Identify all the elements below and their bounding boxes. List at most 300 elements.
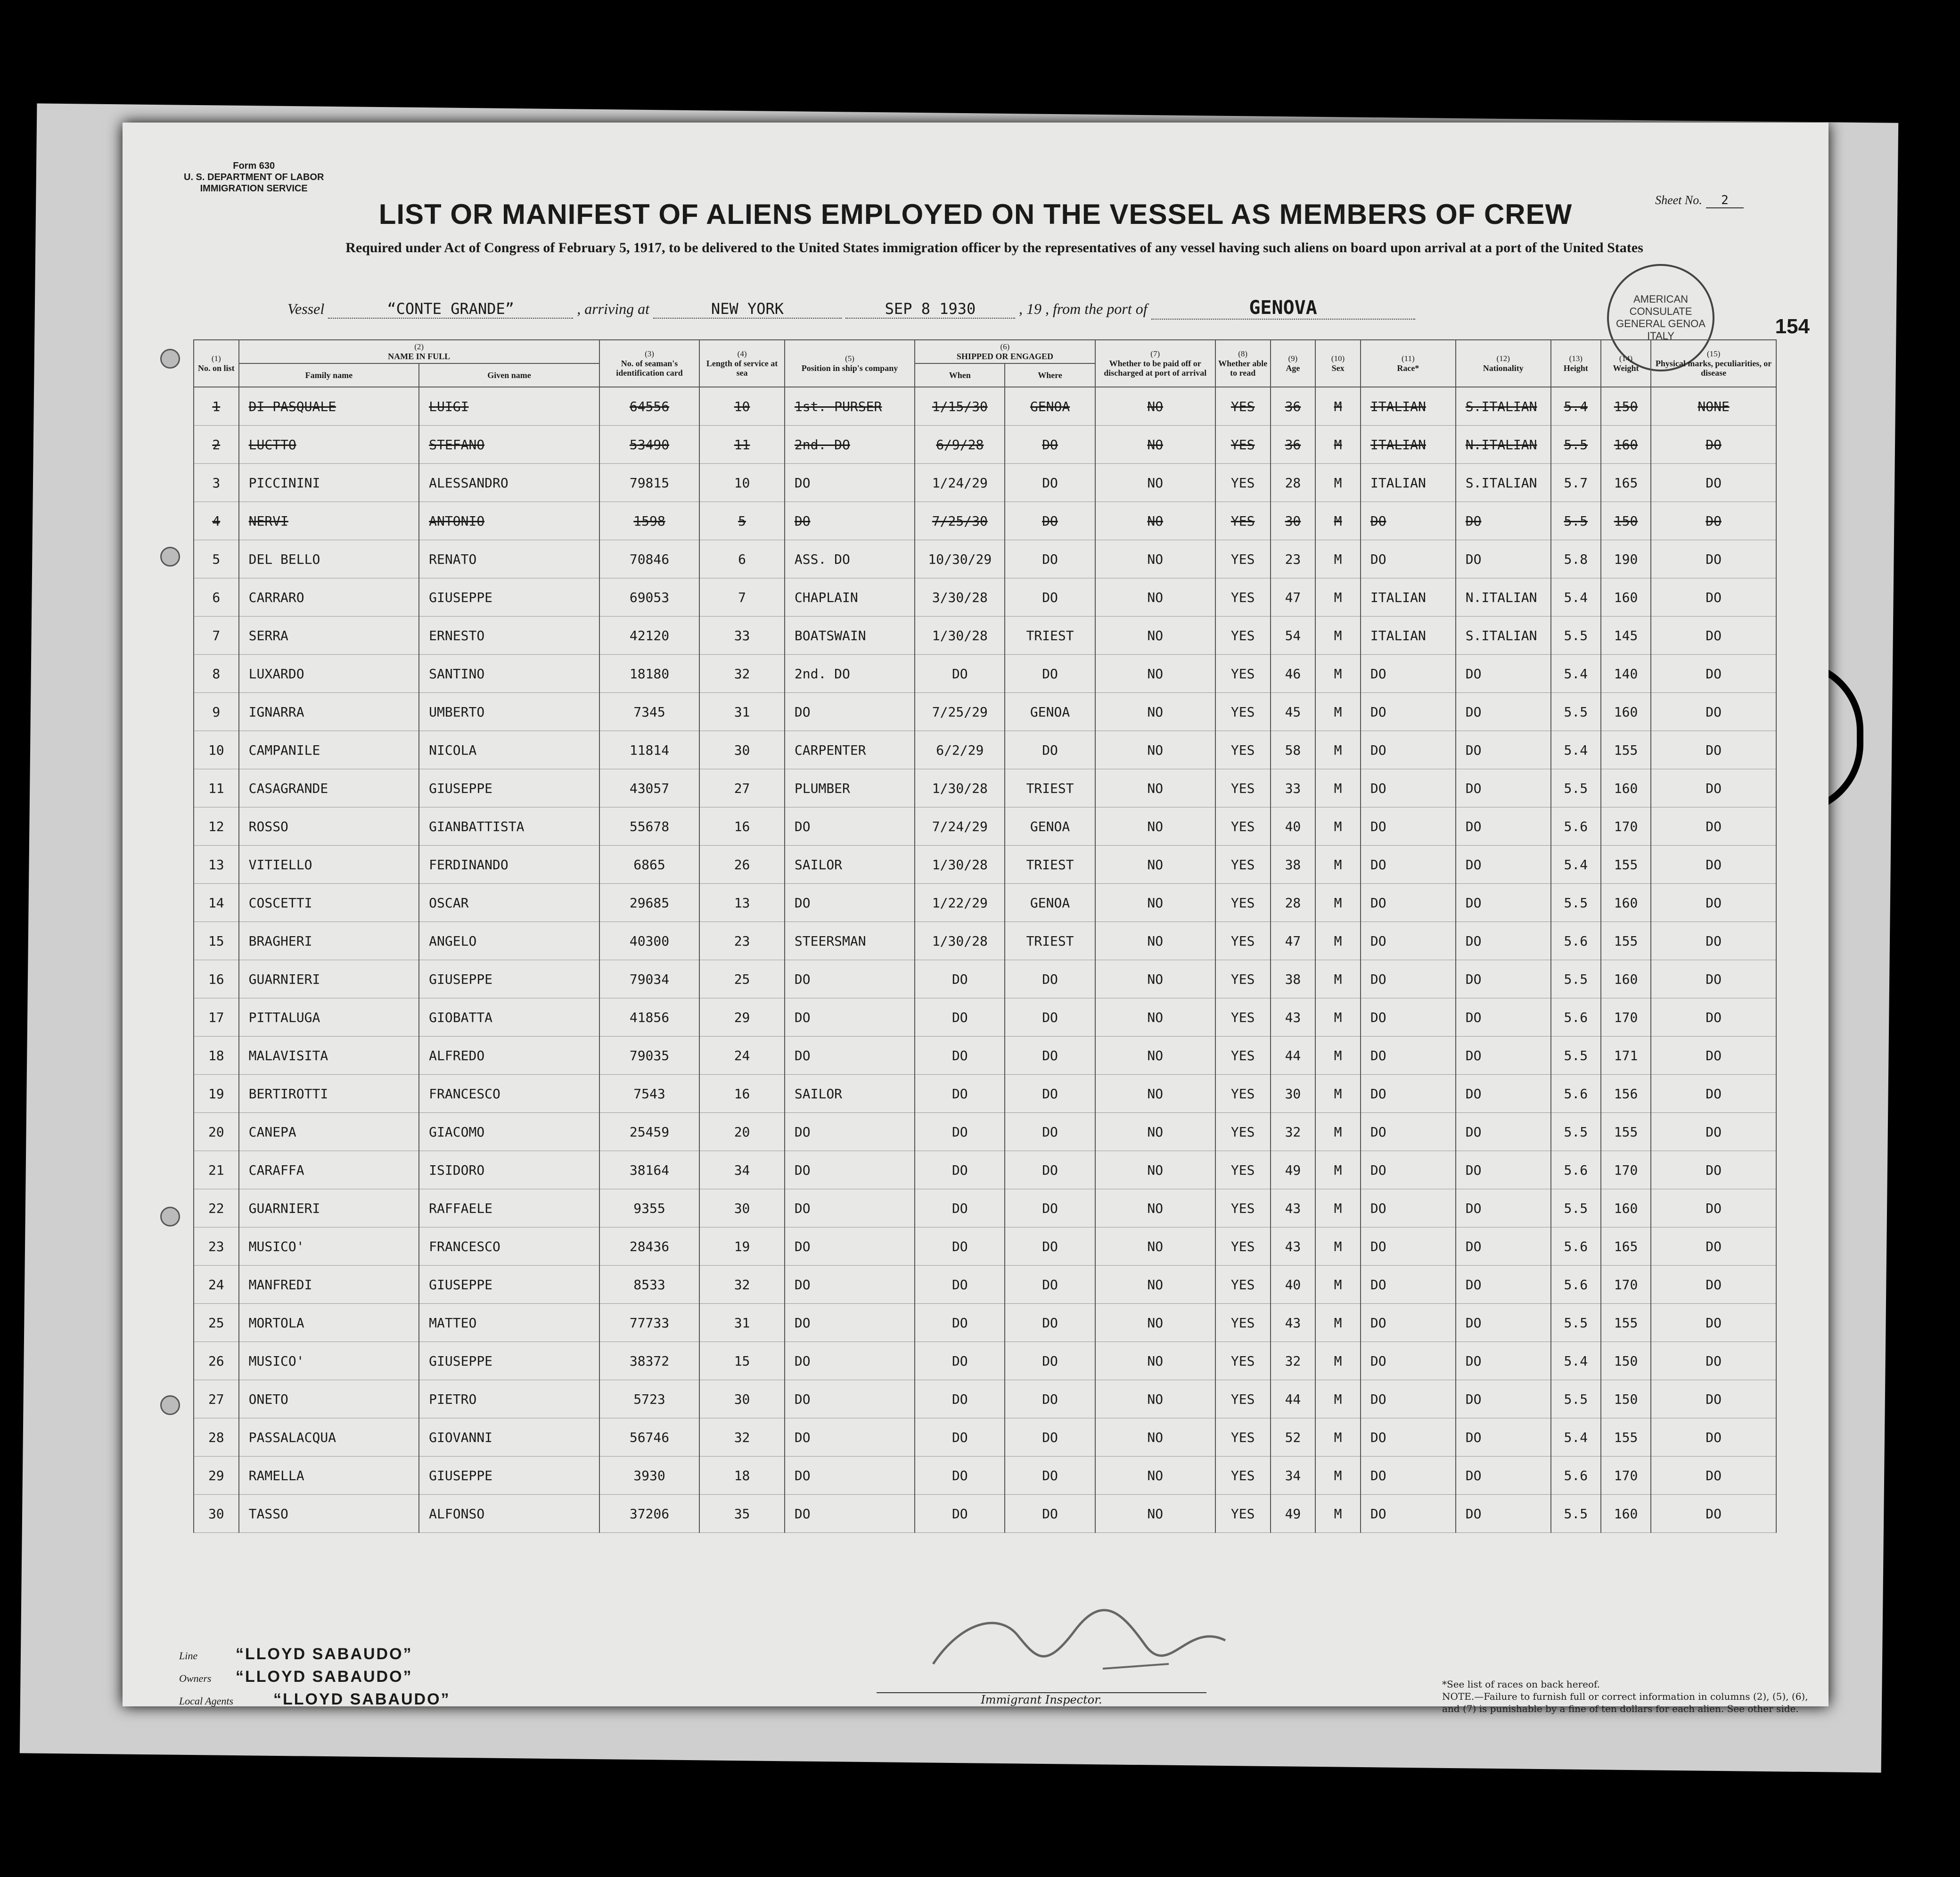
cell-paid-off: NO (1095, 731, 1215, 769)
cell-given-name: ERNESTO (419, 617, 599, 655)
sheet-number-value: 2 (1706, 193, 1744, 208)
cell-weight: 150 (1601, 387, 1651, 426)
cell-position: DO (785, 1113, 915, 1151)
cell-shipped-where: DO (1005, 1495, 1095, 1533)
cell-row-number: 7 (194, 617, 239, 655)
cell-physical-marks: DO (1651, 998, 1776, 1037)
cell-card-number: 6865 (599, 846, 700, 884)
cell-physical-marks: DO (1651, 1266, 1776, 1304)
cell-shipped-where: DO (1005, 1418, 1095, 1457)
cell-family-name: MALAVISITA (239, 1037, 419, 1075)
cell-card-number: 55678 (599, 807, 700, 846)
cell-able-to-read: YES (1215, 1457, 1271, 1495)
cell-nationality: DO (1456, 502, 1551, 540)
cell-position: STEERSMAN (785, 922, 915, 960)
cell-sex: M (1315, 1380, 1361, 1418)
header-name-in-full: (2) NAME IN FULL (239, 340, 599, 363)
cell-row-number: 10 (194, 731, 239, 769)
cell-shipped-when: 7/24/29 (915, 807, 1005, 846)
cell-paid-off: NO (1095, 1304, 1215, 1342)
cell-service-length: 30 (699, 731, 785, 769)
table-row (194, 655, 1776, 693)
cell-height: 5.6 (1551, 1075, 1601, 1113)
cell-shipped-when: DO (915, 1457, 1005, 1495)
cell-family-name: MUSICO' (239, 1342, 419, 1380)
cell-card-number: 5723 (599, 1380, 700, 1418)
consulate-stamp: AMERICAN CONSULATE GENERAL GENOA ITALY (1607, 264, 1714, 371)
cell-physical-marks: DO (1651, 1342, 1776, 1380)
penalty-note: NOTE.—Failure to furnish full or correct information in columns (2), (5), (6), and (7) is punishable by a fine of ten dollars for each alien. See other side. (1442, 1691, 1808, 1714)
table-row (194, 884, 1776, 922)
cell-age: 47 (1271, 922, 1316, 960)
cell-weight: 160 (1601, 578, 1651, 617)
cell-weight: 155 (1601, 922, 1651, 960)
cell-paid-off: NO (1095, 1380, 1215, 1418)
cell-row-number: 1 (194, 387, 239, 426)
cell-height: 5.5 (1551, 960, 1601, 998)
cell-weight: 165 (1601, 1227, 1651, 1266)
header-nationality: (12) Nationality (1456, 340, 1551, 387)
table-row (194, 1151, 1776, 1189)
cell-row-number: 19 (194, 1075, 239, 1113)
cell-weight: 170 (1601, 1457, 1651, 1495)
cell-height: 5.5 (1551, 1037, 1601, 1075)
cell-row-number: 18 (194, 1037, 239, 1075)
cell-height: 5.6 (1551, 1266, 1601, 1304)
cell-weight: 170 (1601, 1266, 1651, 1304)
table-row (194, 1189, 1776, 1227)
cell-service-length: 5 (699, 502, 785, 540)
cell-card-number: 7345 (599, 693, 700, 731)
table-row (194, 1495, 1776, 1533)
cell-weight: 156 (1601, 1075, 1651, 1113)
cell-given-name: MATTEO (419, 1304, 599, 1342)
cell-nationality: DO (1456, 1227, 1551, 1266)
header-weight: (14) Weight (1601, 340, 1651, 387)
cell-row-number: 26 (194, 1342, 239, 1380)
cell-shipped-where: TRIEST (1005, 922, 1095, 960)
cell-race: DO (1361, 769, 1456, 807)
cell-age: 33 (1271, 769, 1316, 807)
cell-service-length: 7 (699, 578, 785, 617)
cell-paid-off: NO (1095, 1457, 1215, 1495)
cell-height: 5.5 (1551, 617, 1601, 655)
cell-age: 49 (1271, 1151, 1316, 1189)
manifest-sheet (123, 123, 1829, 1714)
cell-shipped-when: DO (915, 998, 1005, 1037)
cell-physical-marks: DO (1651, 502, 1776, 540)
cell-card-number: 42120 (599, 617, 700, 655)
cell-sex: M (1315, 1495, 1361, 1533)
cell-row-number: 4 (194, 502, 239, 540)
cell-service-length: 19 (699, 1227, 785, 1266)
cell-physical-marks: DO (1651, 693, 1776, 731)
departure-port: GENOVA (1151, 297, 1415, 320)
cell-sex: M (1315, 1418, 1361, 1457)
cell-weight: 170 (1601, 998, 1651, 1037)
cell-row-number: 3 (194, 464, 239, 502)
cell-given-name: GIUSEPPE (419, 769, 599, 807)
cell-age: 32 (1271, 1113, 1316, 1151)
cell-race: ITALIAN (1361, 578, 1456, 617)
cell-family-name: RAMELLA (239, 1457, 419, 1495)
cell-service-length: 34 (699, 1151, 785, 1189)
cell-able-to-read: YES (1215, 1189, 1271, 1227)
cell-row-number: 25 (194, 1304, 239, 1342)
cell-sex: M (1315, 502, 1361, 540)
cell-given-name: ALESSANDRO (419, 464, 599, 502)
cell-row-number: 23 (194, 1227, 239, 1266)
cell-height: 5.4 (1551, 578, 1601, 617)
cell-shipped-where: DO (1005, 1113, 1095, 1151)
cell-physical-marks: DO (1651, 617, 1776, 655)
cell-sex: M (1315, 1227, 1361, 1266)
cell-race: DO (1361, 1380, 1456, 1418)
cell-height: 5.5 (1551, 769, 1601, 807)
cell-service-length: 32 (699, 655, 785, 693)
cell-physical-marks: DO (1651, 540, 1776, 578)
cell-age: 43 (1271, 998, 1316, 1037)
cell-position: DO (785, 1304, 915, 1342)
cell-shipped-where: DO (1005, 1151, 1095, 1189)
cell-nationality: DO (1456, 1266, 1551, 1304)
cell-service-length: 16 (699, 807, 785, 846)
cell-physical-marks: DO (1651, 922, 1776, 960)
cell-able-to-read: YES (1215, 1113, 1271, 1151)
cell-age: 43 (1271, 1189, 1316, 1227)
cell-family-name: SERRA (239, 617, 419, 655)
cell-service-length: 20 (699, 1113, 785, 1151)
cell-height: 5.5 (1551, 1304, 1601, 1342)
line-value: “LLOYD SABAUDO” (236, 1645, 413, 1663)
table-row (194, 1075, 1776, 1113)
cell-family-name: NERVI (239, 502, 419, 540)
vessel-label: Vessel (287, 300, 325, 317)
races-note: *See list of races on back hereof. (1442, 1679, 1600, 1690)
cell-row-number: 8 (194, 655, 239, 693)
cell-paid-off: NO (1095, 884, 1215, 922)
cell-given-name: RENATO (419, 540, 599, 578)
cell-age: 46 (1271, 655, 1316, 693)
cell-sex: M (1315, 540, 1361, 578)
punch-hole (160, 547, 180, 567)
cell-height: 5.6 (1551, 1227, 1601, 1266)
cell-sex: M (1315, 387, 1361, 426)
cell-given-name: RAFFAELE (419, 1189, 599, 1227)
cell-shipped-when: DO (915, 1189, 1005, 1227)
cell-shipped-when: DO (915, 1418, 1005, 1457)
cell-paid-off: NO (1095, 1342, 1215, 1380)
cell-height: 5.5 (1551, 884, 1601, 922)
cell-able-to-read: YES (1215, 998, 1271, 1037)
cell-nationality: DO (1456, 998, 1551, 1037)
cell-height: 5.5 (1551, 1113, 1601, 1151)
cell-given-name: GIUSEPPE (419, 960, 599, 998)
cell-race: DO (1361, 731, 1456, 769)
cell-physical-marks: DO (1651, 1495, 1776, 1533)
cell-paid-off: NO (1095, 1113, 1215, 1151)
cell-paid-off: NO (1095, 922, 1215, 960)
cell-sex: M (1315, 1189, 1361, 1227)
cell-position: DO (785, 693, 915, 731)
cell-card-number: 40300 (599, 922, 700, 960)
cell-race: DO (1361, 1495, 1456, 1533)
cell-age: 36 (1271, 426, 1316, 464)
cell-family-name: GUARNIERI (239, 960, 419, 998)
form-number: Form 630 (233, 161, 275, 171)
header-height: (13) Height (1551, 340, 1601, 387)
cell-family-name: PICCININI (239, 464, 419, 502)
arrival-port: NEW YORK (653, 300, 842, 319)
cell-height: 5.4 (1551, 846, 1601, 884)
cell-weight: 160 (1601, 960, 1651, 998)
cell-height: 5.5 (1551, 693, 1601, 731)
punch-hole (160, 1207, 180, 1227)
cell-paid-off: NO (1095, 769, 1215, 807)
cell-shipped-when: 7/25/30 (915, 502, 1005, 540)
cell-physical-marks: DO (1651, 846, 1776, 884)
cell-position: ASS. DO (785, 540, 915, 578)
cell-row-number: 30 (194, 1495, 239, 1533)
cell-family-name: CAMPANILE (239, 731, 419, 769)
cell-age: 23 (1271, 540, 1316, 578)
cell-service-length: 32 (699, 1266, 785, 1304)
cell-position: DO (785, 502, 915, 540)
cell-service-length: 13 (699, 884, 785, 922)
cell-shipped-where: DO (1005, 1227, 1095, 1266)
cell-weight: 160 (1601, 769, 1651, 807)
cell-given-name: SANTINO (419, 655, 599, 693)
cell-age: 44 (1271, 1037, 1316, 1075)
owners-label: Owners (179, 1672, 212, 1684)
cell-sex: M (1315, 731, 1361, 769)
cell-sex: M (1315, 1075, 1361, 1113)
cell-sex: M (1315, 884, 1361, 922)
cell-given-name: LUIGI (419, 387, 599, 426)
cell-row-number: 20 (194, 1113, 239, 1151)
cell-weight: 171 (1601, 1037, 1651, 1075)
cell-row-number: 21 (194, 1151, 239, 1189)
cell-card-number: 18180 (599, 655, 700, 693)
cell-paid-off: NO (1095, 1151, 1215, 1189)
cell-paid-off: NO (1095, 693, 1215, 731)
vessel-line (287, 297, 1796, 320)
cell-shipped-where: DO (1005, 655, 1095, 693)
cell-given-name: ALFONSO (419, 1495, 599, 1533)
department-label: U. S. DEPARTMENT OF LABOR (184, 172, 324, 182)
cell-given-name: GIOBATTA (419, 998, 599, 1037)
cell-physical-marks: DO (1651, 960, 1776, 998)
cell-family-name: IGNARRA (239, 693, 419, 731)
cell-given-name: GIUSEPPE (419, 578, 599, 617)
cell-sex: M (1315, 1113, 1361, 1151)
cell-family-name: BERTIROTTI (239, 1075, 419, 1113)
table-row (194, 1380, 1776, 1418)
table-row (194, 1037, 1776, 1075)
cell-height: 5.6 (1551, 998, 1601, 1037)
cell-shipped-where: DO (1005, 960, 1095, 998)
cell-race: ITALIAN (1361, 464, 1456, 502)
cell-race: DO (1361, 1304, 1456, 1342)
cell-card-number: 11814 (599, 731, 700, 769)
cell-row-number: 24 (194, 1266, 239, 1304)
agents-value: “LLOYD SABAUDO” (273, 1690, 451, 1708)
cell-given-name: GIANBATTISTA (419, 807, 599, 846)
cell-weight: 160 (1601, 1495, 1651, 1533)
cell-card-number: 3930 (599, 1457, 700, 1495)
cell-physical-marks: DO (1651, 1418, 1776, 1457)
cell-shipped-when: DO (915, 960, 1005, 998)
cell-height: 5.4 (1551, 731, 1601, 769)
cell-weight: 150 (1601, 502, 1651, 540)
cell-age: 40 (1271, 1266, 1316, 1304)
cell-sex: M (1315, 1266, 1361, 1304)
cell-family-name: ONETO (239, 1380, 419, 1418)
cell-age: 47 (1271, 578, 1316, 617)
cell-physical-marks: DO (1651, 1037, 1776, 1075)
cell-shipped-when: 10/30/29 (915, 540, 1005, 578)
cell-position: DO (785, 1457, 915, 1495)
cell-row-number: 5 (194, 540, 239, 578)
cell-shipped-when: DO (915, 1227, 1005, 1266)
cell-sex: M (1315, 1342, 1361, 1380)
cell-service-length: 26 (699, 846, 785, 884)
page-number: 154 (1775, 315, 1810, 338)
cell-family-name: GUARNIERI (239, 1189, 419, 1227)
cell-paid-off: NO (1095, 426, 1215, 464)
header-position: (5) Position in ship's company (785, 340, 915, 387)
cell-given-name: PIETRO (419, 1380, 599, 1418)
cell-card-number: 69053 (599, 578, 700, 617)
cell-sex: M (1315, 1304, 1361, 1342)
cell-position: SAILOR (785, 846, 915, 884)
cell-height: 5.6 (1551, 1457, 1601, 1495)
cell-position: DO (785, 884, 915, 922)
footer-notes (1442, 1678, 1819, 1715)
table-row (194, 922, 1776, 960)
cell-shipped-where: DO (1005, 1304, 1095, 1342)
cell-position: DO (785, 1495, 915, 1533)
cell-nationality: DO (1456, 846, 1551, 884)
cell-nationality: DO (1456, 693, 1551, 731)
cell-position: DO (785, 1342, 915, 1380)
cell-paid-off: NO (1095, 1227, 1215, 1266)
cell-family-name: LUXARDO (239, 655, 419, 693)
cell-row-number: 17 (194, 998, 239, 1037)
cell-position: DO (785, 1189, 915, 1227)
cell-shipped-where: DO (1005, 1380, 1095, 1418)
cell-position: 1st. PURSER (785, 387, 915, 426)
cell-position: DO (785, 1266, 915, 1304)
cell-card-number: 28436 (599, 1227, 700, 1266)
cell-race: DO (1361, 922, 1456, 960)
cell-service-length: 32 (699, 1418, 785, 1457)
cell-age: 52 (1271, 1418, 1316, 1457)
cell-row-number: 22 (194, 1189, 239, 1227)
cell-position: DO (785, 1151, 915, 1189)
cell-nationality: DO (1456, 655, 1551, 693)
cell-given-name: ANTONIO (419, 502, 599, 540)
cell-weight: 190 (1601, 540, 1651, 578)
cell-family-name: MUSICO' (239, 1227, 419, 1266)
cell-shipped-when: 3/30/28 (915, 578, 1005, 617)
cell-able-to-read: YES (1215, 617, 1271, 655)
cell-family-name: COSCETTI (239, 884, 419, 922)
cell-given-name: STEFANO (419, 426, 599, 464)
cell-service-length: 15 (699, 1342, 785, 1380)
cell-family-name: DEL BELLO (239, 540, 419, 578)
cell-physical-marks: DO (1651, 426, 1776, 464)
cell-shipped-when: DO (915, 1266, 1005, 1304)
cell-shipped-where: DO (1005, 731, 1095, 769)
cell-physical-marks: NONE (1651, 387, 1776, 426)
cell-shipped-when: 1/24/29 (915, 464, 1005, 502)
cell-given-name: NICOLA (419, 731, 599, 769)
cell-race: DO (1361, 884, 1456, 922)
cell-race: DO (1361, 502, 1456, 540)
cell-given-name: GIACOMO (419, 1113, 599, 1151)
cell-row-number: 9 (194, 693, 239, 731)
cell-physical-marks: DO (1651, 769, 1776, 807)
cell-physical-marks: DO (1651, 1113, 1776, 1151)
cell-service-length: 10 (699, 387, 785, 426)
cell-paid-off: NO (1095, 655, 1215, 693)
cell-age: 45 (1271, 693, 1316, 731)
cell-shipped-when: 1/22/29 (915, 884, 1005, 922)
cell-physical-marks: DO (1651, 884, 1776, 922)
cell-weight: 170 (1601, 1151, 1651, 1189)
table-row (194, 960, 1776, 998)
cell-row-number: 29 (194, 1457, 239, 1495)
cell-service-length: 18 (699, 1457, 785, 1495)
table-row (194, 1227, 1776, 1266)
cell-age: 40 (1271, 807, 1316, 846)
cell-given-name: GIUSEPPE (419, 1457, 599, 1495)
cell-age: 34 (1271, 1457, 1316, 1495)
cell-shipped-when: DO (915, 1075, 1005, 1113)
cell-age: 43 (1271, 1227, 1316, 1266)
cell-family-name: TASSO (239, 1495, 419, 1533)
table-row (194, 387, 1776, 426)
owners-value: “LLOYD SABAUDO” (236, 1668, 413, 1686)
cell-nationality: DO (1456, 1457, 1551, 1495)
cell-position: DO (785, 1037, 915, 1075)
cell-able-to-read: YES (1215, 655, 1271, 693)
cell-weight: 165 (1601, 464, 1651, 502)
cell-shipped-where: DO (1005, 1189, 1095, 1227)
cell-physical-marks: DO (1651, 1227, 1776, 1266)
cell-age: 36 (1271, 387, 1316, 426)
cell-nationality: S.ITALIAN (1456, 617, 1551, 655)
cell-shipped-when: 1/30/28 (915, 846, 1005, 884)
cell-position: DO (785, 1418, 915, 1457)
cell-race: DO (1361, 960, 1456, 998)
cell-service-length: 6 (699, 540, 785, 578)
cell-shipped-when: 7/25/29 (915, 693, 1005, 731)
cell-card-number: 79034 (599, 960, 700, 998)
header-physical-marks: (15) Physical marks, peculiarities, or disease (1651, 340, 1776, 387)
cell-row-number: 2 (194, 426, 239, 464)
cell-able-to-read: YES (1215, 1304, 1271, 1342)
cell-race: DO (1361, 655, 1456, 693)
cell-height: 5.4 (1551, 655, 1601, 693)
line-label: Line (179, 1650, 198, 1662)
cell-row-number: 14 (194, 884, 239, 922)
header-age: (9) Age (1271, 340, 1316, 387)
cell-sex: M (1315, 464, 1361, 502)
cell-shipped-where: DO (1005, 540, 1095, 578)
cell-card-number: 64556 (599, 387, 700, 426)
